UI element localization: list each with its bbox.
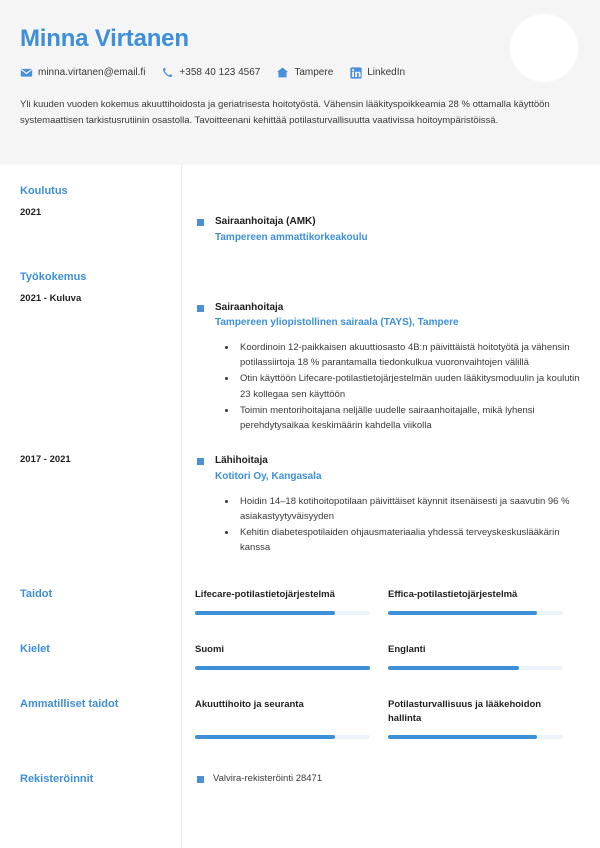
skill-progress-fill (388, 611, 537, 615)
experience-role-2: Lähihoitaja (215, 455, 268, 467)
list-item: • Toimin mentorihoitajana neljälle uudelle sairaanhoitajalle, mikä lyhensi perehdytysaikaa keskimäärin kahdella viikolla (237, 403, 580, 433)
skill-progress-fill (195, 611, 335, 615)
profile-summary: Yli kuuden vuoden kokemus akuuttihoidosta ja geriatrisesta hoitotyöstä. Vähensin lääkityspoikkeamia 28 % ottamalla käyttöön systemaattisen tarkistusrutiinin osastolla. Tavoitteenani kehittää potilasturvallisuutta vaativissa hoitoympäristöissä. (20, 99, 550, 127)
professional-skill-label: Akuuttihoito ja seuranta (195, 699, 304, 711)
professional-progress-fill (388, 735, 537, 739)
bullet-square-icon (197, 458, 204, 465)
skill-progress-track (195, 611, 370, 615)
section-title-languages: Kielet (20, 643, 50, 656)
experience-org-2: Kotitori Oy, Kangasala (215, 470, 322, 482)
contact-email-text: minna.virtanen@email.fi (38, 67, 146, 79)
language-item (388, 643, 563, 670)
language-progress-track (195, 666, 370, 670)
professional-skill-label: Potilasturvallisuus ja lääkehoidon hallinta (388, 699, 542, 725)
experience-org-1: Tampereen yliopistollinen sairaala (TAYS), Tampere (215, 317, 459, 328)
registrations-list (181, 773, 600, 784)
list-item: • Otin käyttöön Lifecare-potilastietojärjestelmän uuden lääkitysmoduulin ja koulutin 23 kollegaa sen käyttöön (237, 371, 580, 401)
location-icon (276, 66, 289, 79)
contact-location-text: Tampere (294, 67, 334, 79)
avatar (510, 14, 578, 82)
experience-bullets-2 (215, 494, 580, 556)
contact-row (20, 66, 580, 79)
professional-progress-track (388, 735, 563, 739)
skill-item (195, 588, 370, 615)
language-label: Suomi (195, 644, 225, 656)
phone-icon (161, 66, 174, 79)
skill-label: Effica-potilastietojärjestelmä (388, 589, 518, 601)
bullet-square-icon (197, 305, 204, 312)
section-professional-skills (0, 698, 600, 739)
list-item (197, 773, 580, 784)
experience-date-column-2 (0, 454, 181, 465)
page-title: Minna Virtanen (20, 25, 189, 52)
experience-entry (197, 301, 580, 435)
education-entry-date: 2021 (20, 207, 42, 218)
experience-entry-date-1: 2021 - Kuluva (20, 292, 82, 304)
list-item: • Koordinoin 12-paikkaisen akuuttiosasto 4B:n päivittäistä hoitotyötä ja vähensin potilassiirtoja 18 % parantamalla tiedonkulkua vuoronvaihtojen välillä (237, 340, 580, 370)
skill-label: Lifecare-potilastietojärjestelmä (195, 589, 335, 601)
professional-grid (181, 698, 600, 739)
registration-label: Valvira-rekisteröinti 28471 (213, 772, 323, 784)
education-label-column (0, 185, 181, 218)
contact-phone-text: +358 40 123 4567 (179, 67, 261, 79)
languages-label-column (0, 643, 181, 655)
education-entries (181, 185, 600, 245)
section-registrations (0, 773, 600, 785)
contact-phone[interactable] (161, 66, 260, 79)
section-title-professional: Ammatilliset taidot (20, 698, 119, 711)
registrations-label-column (0, 773, 181, 785)
education-degree: Sairaanhoitaja (AMK) (215, 216, 316, 227)
experience-entry (197, 454, 580, 556)
section-title-education: Koulutus (20, 185, 68, 197)
bullet-square-icon (197, 776, 204, 783)
resume-body (0, 165, 600, 785)
education-institution: Tampereen ammattikorkeakoulu (215, 231, 368, 243)
language-progress-fill (388, 666, 519, 670)
skill-item (388, 588, 563, 615)
email-icon (20, 66, 33, 79)
section-title-experience: Työkokemus (20, 270, 87, 283)
experience-role-1: Sairaanhoitaja (215, 301, 284, 313)
professional-label-column (0, 698, 181, 710)
professional-skill-item (195, 698, 370, 739)
experience-entry-2 (181, 454, 600, 556)
contact-location (276, 66, 333, 79)
language-item (195, 643, 370, 670)
bullet-square-icon (197, 219, 204, 226)
experience-bullets-1 (215, 340, 580, 433)
contact-email[interactable] (20, 66, 145, 79)
skill-progress-track (388, 611, 563, 615)
languages-grid (181, 643, 600, 670)
experience-label-column (0, 271, 181, 304)
contact-linkedin-text: LinkedIn (367, 67, 406, 79)
skills-grid (181, 588, 600, 615)
resume-header (0, 0, 600, 165)
section-skills (0, 588, 600, 615)
section-experience-second (0, 454, 600, 556)
section-title-skills: Taidot (20, 588, 53, 601)
language-label: Englanti (388, 644, 426, 656)
experience-entry-date-2: 2017 - 2021 (20, 454, 71, 466)
professional-skill-item (388, 698, 563, 739)
experience-entry-1 (181, 271, 600, 435)
language-progress-track (388, 666, 563, 670)
list-item: • Kehitin diabetespotilaiden ohjausmateriaalia yhdessä terveyskeskuslääkärin kanssa (237, 525, 580, 555)
section-education (0, 185, 600, 245)
language-progress-fill (195, 666, 370, 670)
professional-progress-track (195, 735, 370, 739)
contact-linkedin[interactable] (349, 66, 405, 79)
section-title-registrations: Rekisteröinnit (20, 772, 94, 785)
section-languages (0, 643, 600, 670)
education-entry (197, 215, 580, 245)
section-experience (0, 271, 600, 435)
list-item: • Hoidin 14–18 kotihoitopotilaan päivittäiset käynnit itsenäisesti ja saavutin 96 % asiakastyytyväisyyden (237, 494, 580, 524)
linkedin-icon (349, 66, 362, 79)
skills-label-column (0, 588, 181, 600)
professional-progress-fill (195, 735, 335, 739)
